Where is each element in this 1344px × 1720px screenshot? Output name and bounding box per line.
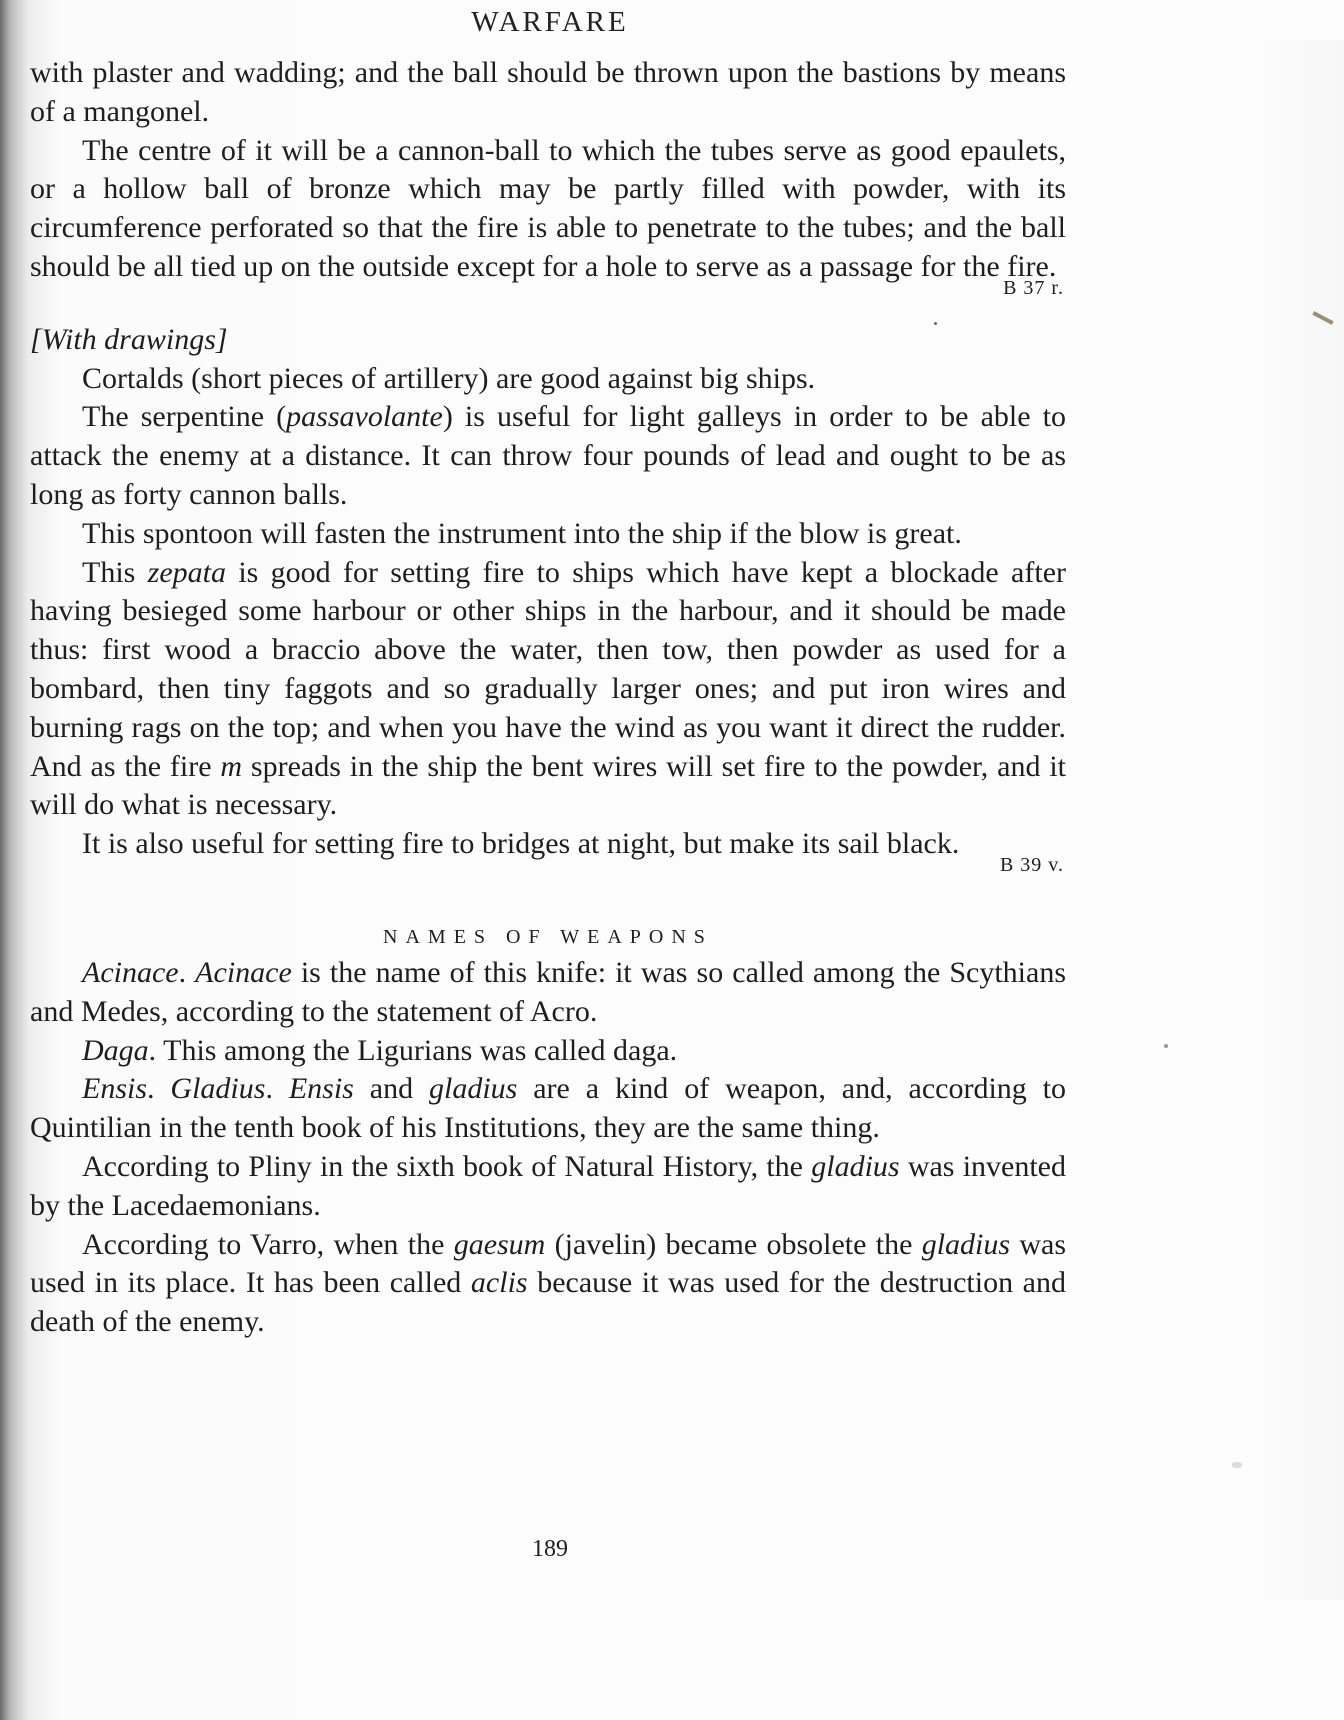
italic-term: passavolante <box>286 400 443 434</box>
italic-term: Daga <box>82 1033 149 1067</box>
italic-term: gladius <box>428 1072 518 1106</box>
text-run: According to Pliny in the sixth book of Natural History, the <box>82 1149 812 1183</box>
italic-term: Gladius <box>170 1072 266 1106</box>
text-run: spreads in the ship the bent wires will set fire to the powder, and it will do what is necessary. <box>30 749 1067 822</box>
text-run: . <box>147 1072 171 1106</box>
facing-page-bleed <box>1240 40 1344 1600</box>
paragraph: Cortalds (short pieces of artillery) are good against big ships. <box>82 361 816 395</box>
text-run: . <box>178 955 196 989</box>
italic-term: Ensis <box>82 1072 148 1106</box>
page-body <box>30 54 1066 1342</box>
spacer <box>30 303 1066 321</box>
paragraph <box>30 954 1066 1032</box>
paper-speck <box>1232 1462 1242 1468</box>
text-run: was used in its place. It has been called <box>30 1227 1067 1300</box>
section-title: NAMES OF WEAPONS <box>383 925 713 948</box>
paragraph: with plaster and wadding; and the ball should be thrown upon the bastions by means of a mangonel. <box>30 56 1066 128</box>
italic-term: Acinace <box>195 955 292 989</box>
text-run: . <box>265 1072 289 1106</box>
manuscript-reference: B 39 v. <box>999 853 1064 876</box>
manuscript-reference: B 37 r. <box>1003 276 1064 299</box>
paragraph <box>30 1148 1066 1226</box>
text-run: and <box>353 1072 429 1106</box>
text-run: According to Varro, when the <box>82 1227 454 1261</box>
text-run: ) is useful for light galleys in order to be able to attack the enemy at a distance. It can throw four pounds of lead and ought to be as long as forty cannon balls. <box>30 400 1066 511</box>
paragraph <box>30 554 1066 826</box>
paragraph: This spontoon will fasten the instrument into the ship if the blow is great. <box>82 516 962 550</box>
text-run: This <box>82 555 148 589</box>
text-run: (javelin) became obsolete the <box>545 1227 922 1261</box>
paper-speck <box>1164 1044 1168 1048</box>
running-head: WARFARE <box>471 6 629 38</box>
italic-term: gaesum <box>453 1227 546 1261</box>
text-run: is the name of this knife: it was so called among the Scythians and Medes, according to the statement of Acro. <box>30 955 1067 1028</box>
italic-term: gladius <box>921 1227 1011 1261</box>
spacer <box>30 880 1066 912</box>
text-run: are a kind of weapon, and, according to Quintilian in the tenth book of his Institutions, they are the same thing. <box>30 1072 1067 1145</box>
text-run: The serpentine ( <box>82 400 287 434</box>
italic-term: aclis <box>470 1266 528 1300</box>
italic-term: zepata <box>147 555 226 589</box>
paragraph <box>30 398 1066 514</box>
editorial-note-text: [With drawings] <box>30 322 228 356</box>
paragraph <box>30 1070 1066 1148</box>
text-run: because it was used for the destruction and death of the enemy. <box>30 1266 1066 1339</box>
italic-term: Acinace <box>82 955 179 989</box>
text-run: is good for setting fire to ships which have kept a blockade after having besieged some harbour or other ships in the harbour, and it should be made thus: first wood a braccio above the water, then tow, then powder as used for a bombard, then tiny faggots and so gradually larger ones; and put iron wires and burning rags on the top; and when you have the wind as you want it direct the rudder. And as the fire <box>30 555 1066 783</box>
italic-term: Ensis <box>288 1072 354 1106</box>
text-run: was invented by the Lacedaemonians. <box>30 1149 1066 1222</box>
italic-term: m <box>220 749 243 783</box>
italic-term: gladius <box>811 1149 900 1183</box>
paragraph <box>30 1226 1066 1342</box>
text-run: . This among the Ligurians was called daga. <box>148 1033 678 1067</box>
page-number: 189 <box>532 1536 568 1562</box>
editorial-note <box>30 321 1066 360</box>
paragraph <box>30 1032 1066 1071</box>
paragraph: It is also useful for setting fire to bridges at night, but make its sail black. <box>82 827 960 861</box>
paragraph: The centre of it will be a cannon-ball to which the tubes serve as good epaulets, or a hollow ball of bronze which may be partly filled with powder, with its circumference perforated so that the fire is able to penetrate to the tubes; and the ball should be all tied up on the outside except for a hole to serve as a passage for the fire. <box>30 133 1066 283</box>
